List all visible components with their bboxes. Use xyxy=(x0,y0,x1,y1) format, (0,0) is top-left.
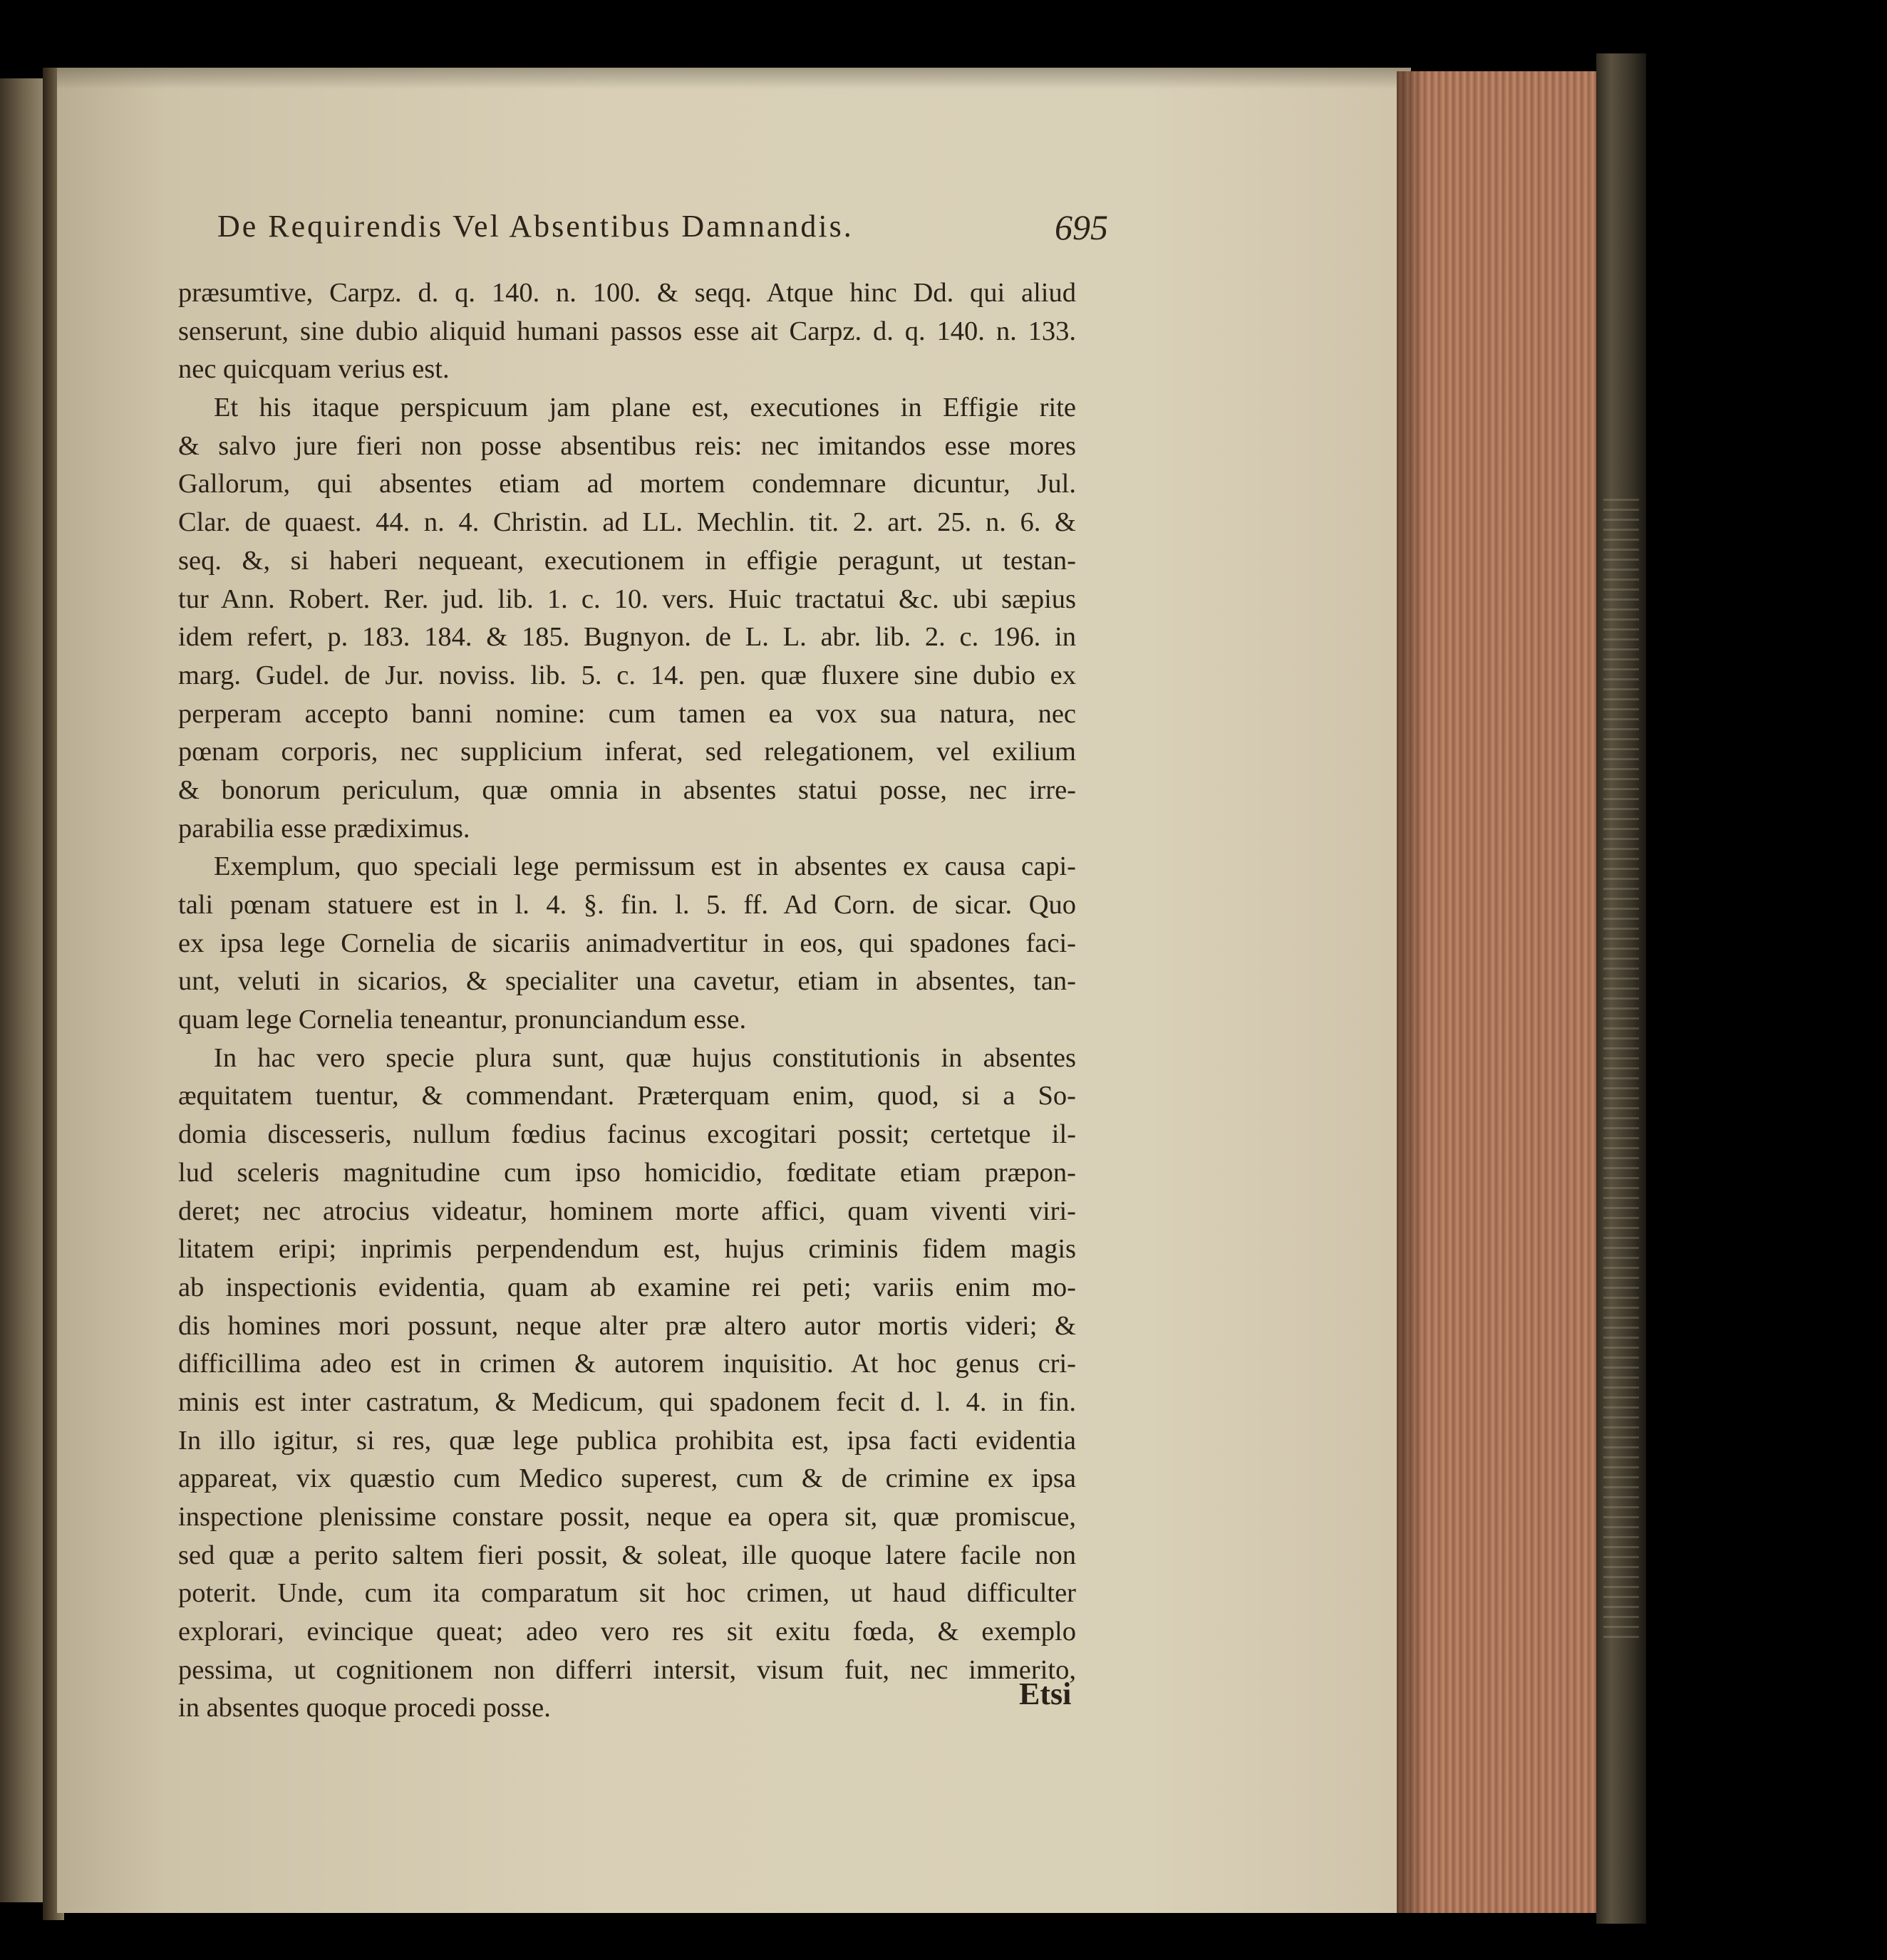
text-line: præsumtive, Carpz. d. q. 140. n. 100. & seqq. Atque hinc Dd. qui aliud xyxy=(178,278,1076,308)
text-line: senserunt, sine dubio aliquid humani passos esse ait Carpz. d. q. 140. n. 133. xyxy=(178,316,1076,346)
text-line: domia discesseris, nullum fœdius facinus excogitari possit; certetque il- xyxy=(178,1119,1076,1150)
text-line: pessima, ut cognitionem non differri intersit, visum fuit, nec immerito, xyxy=(178,1654,1076,1685)
page-fore-edge xyxy=(1397,71,1611,1913)
text-line: quam lege Cornelia teneantur, pronunciandum esse. xyxy=(178,1005,747,1035)
text-line: & salvo jure fieri non posse absentibus reis: nec imitandos esse mores xyxy=(178,430,1076,461)
text-line: litatem eripi; inprimis perpendendum est, hujus criminis fidem magis xyxy=(178,1234,1076,1265)
page-number: 695 xyxy=(1055,207,1108,247)
body-text xyxy=(178,274,1076,1728)
text-line: Clar. de quaest. 44. n. 4. Christin. ad LL. Mechlin. tit. 2. art. 25. n. 6. & xyxy=(178,507,1076,538)
text-line: idem refert, p. 183. 184. & 185. Bugnyon. de L. L. abr. lib. 2. c. 196. in xyxy=(178,622,1076,653)
text-line: nec quicquam verius est. xyxy=(178,354,450,385)
text-line: ex ipsa lege Cornelia de sicariis animadvertitur in eos, qui spadones faci- xyxy=(178,928,1076,958)
text-line: explorari, evincique queat; adeo vero res sit exitu fœda, & exemplo xyxy=(178,1617,1076,1647)
text-line: lud sceleris magnitudine cum ipso homicidio, fœditate etiam præpon- xyxy=(178,1157,1076,1188)
text-line: perperam accepto banni nomine: cum tamen ea vox sua natura, nec xyxy=(178,698,1076,729)
text-line: difficillima adeo est in crimen & autorem inquisitio. At hoc genus cri- xyxy=(178,1349,1076,1379)
text-line: Et his itaque perspicuum jam plane est, executiones in Effigie rite xyxy=(214,393,1076,423)
text-line: seq. &, si haberi nequeant, executionem in effigie peragunt, ut testan- xyxy=(178,545,1076,576)
text-line: sed quæ a perito saltem fieri possit, & soleat, ille quoque latere facile non xyxy=(178,1540,1076,1570)
text-line: pœnam corporis, nec supplicium inferat, sed relegationem, vel exilium xyxy=(178,737,1076,767)
text-line: In hac vero specie plura sunt, quæ hujus constitutionis in absentes xyxy=(214,1042,1076,1073)
text-line: & bonorum periculum, quæ omnia in absentes statui posse, nec irre- xyxy=(178,774,1076,805)
running-head-title: De Requirendis Vel Absentibus Damnandis. xyxy=(217,209,854,244)
running-head xyxy=(217,207,1108,247)
cover-texture xyxy=(1603,499,1639,1639)
text-line: ab inspectionis evidentia, quam ab examine rei peti; variis enim mo- xyxy=(178,1272,1076,1302)
text-line: In illo igitur, si res, quæ lege publica prohibita est, ipsa facti evidentia xyxy=(178,1425,1076,1456)
text-line: inspectione plenissime constare possit, neque ea opera sit, quæ promiscue, xyxy=(178,1502,1076,1532)
page-top-shadow xyxy=(57,68,1411,89)
text-line: Gallorum, qui absentes etiam ad mortem condemnare dicuntur, Jul. xyxy=(178,469,1076,499)
text-line: marg. Gudel. de Jur. noviss. lib. 5. c. 14. pen. quæ fluxere sine dubio ex xyxy=(178,660,1076,690)
text-line: unt, veluti in sicarios, & specialiter una cavetur, etiam in absentes, tan- xyxy=(178,966,1076,997)
text-line: deret; nec atrocius videatur, hominem morte affici, quam viventi viri- xyxy=(178,1196,1076,1226)
text-line: æquitatem tuentur, & commendant. Præterquam enim, quod, si a So- xyxy=(178,1081,1076,1111)
text-line: tur Ann. Robert. Rer. jud. lib. 1. c. 10. vers. Huic tractatui &c. ubi sæpius xyxy=(178,584,1076,614)
text-line: parabilia esse prædiximus. xyxy=(178,813,470,844)
fore-edge-shadow xyxy=(1397,71,1425,1913)
text-line: dis homines mori possunt, neque alter præ altero autor mortis videri; & xyxy=(178,1310,1076,1341)
catchword: Etsi xyxy=(1019,1676,1072,1711)
text-line: appareat, vix quæstio cum Medico superest, cum & de crimine ex ipsa xyxy=(178,1463,1076,1494)
text-line: poterit. Unde, cum ita comparatum sit hoc crimen, ut haud difficulter xyxy=(178,1578,1076,1609)
text-line: Exemplum, quo speciali lege permissum est in absentes ex causa capi- xyxy=(214,851,1076,882)
text-line: tali pœnam statuere est in l. 4. §. fin. l. 5. ff. Ad Corn. de sicar. Quo xyxy=(178,890,1076,920)
text-line: minis est inter castratum, & Medicum, qui spadonem fecit d. l. 4. in fin. xyxy=(178,1386,1076,1417)
text-line: in absentes quoque procedi posse. xyxy=(178,1693,551,1723)
